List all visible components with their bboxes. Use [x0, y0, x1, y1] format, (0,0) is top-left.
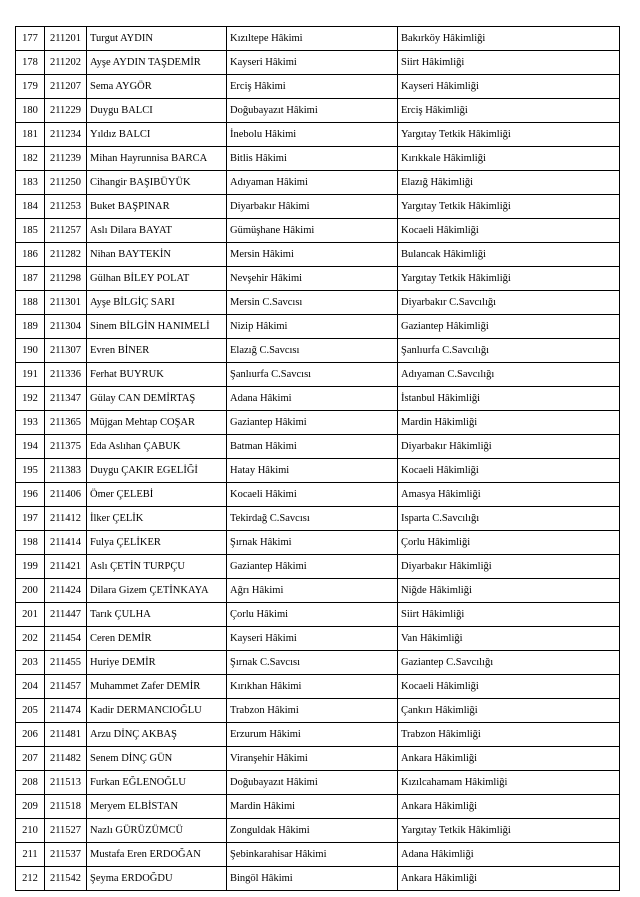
registry-number-cell: 211257	[45, 219, 87, 243]
current-position-cell: Kocaeli Hâkimi	[227, 483, 398, 507]
table-row	[16, 123, 620, 147]
row-number-cell: 199	[16, 555, 45, 579]
table-row	[16, 243, 620, 267]
person-name-cell: Senem DİNÇ GÜN	[87, 747, 227, 771]
current-position-cell: Şırnak Hâkimi	[227, 531, 398, 555]
new-position-cell: Yargıtay Tetkik Hâkimliği	[398, 123, 620, 147]
registry-number-cell: 211481	[45, 723, 87, 747]
row-number-cell: 193	[16, 411, 45, 435]
table-row	[16, 27, 620, 51]
registry-number-cell: 211454	[45, 627, 87, 651]
new-position-cell: Adana Hâkimliği	[398, 843, 620, 867]
current-position-cell: Tekirdağ C.Savcısı	[227, 507, 398, 531]
registry-number-cell: 211282	[45, 243, 87, 267]
current-position-cell: Kırıkhan Hâkimi	[227, 675, 398, 699]
registry-number-cell: 211537	[45, 843, 87, 867]
table-row	[16, 843, 620, 867]
row-number-cell: 187	[16, 267, 45, 291]
table-row	[16, 555, 620, 579]
row-number-cell: 212	[16, 867, 45, 891]
current-position-cell: Çorlu Hâkimi	[227, 603, 398, 627]
new-position-cell: Diyarbakır C.Savcılığı	[398, 291, 620, 315]
table-row	[16, 99, 620, 123]
row-number-cell: 181	[16, 123, 45, 147]
new-position-cell: Gaziantep C.Savcılığı	[398, 651, 620, 675]
current-position-cell: Bingöl Hâkimi	[227, 867, 398, 891]
row-number-cell: 205	[16, 699, 45, 723]
registry-number-cell: 211375	[45, 435, 87, 459]
current-position-cell: Trabzon Hâkimi	[227, 699, 398, 723]
current-position-cell: Doğubayazıt Hâkimi	[227, 771, 398, 795]
table-row	[16, 267, 620, 291]
registry-number-cell: 211253	[45, 195, 87, 219]
row-number-cell: 210	[16, 819, 45, 843]
table-row	[16, 651, 620, 675]
person-name-cell: Turgut AYDIN	[87, 27, 227, 51]
row-number-cell: 179	[16, 75, 45, 99]
new-position-cell: Van Hâkimliği	[398, 627, 620, 651]
table-row	[16, 411, 620, 435]
new-position-cell: Yargıtay Tetkik Hâkimliği	[398, 267, 620, 291]
appointment-table-body	[16, 27, 620, 891]
new-position-cell: Diyarbakır Hâkimliği	[398, 555, 620, 579]
row-number-cell: 178	[16, 51, 45, 75]
current-position-cell: İnebolu Hâkimi	[227, 123, 398, 147]
registry-number-cell: 211424	[45, 579, 87, 603]
row-number-cell: 190	[16, 339, 45, 363]
current-position-cell: Gümüşhane Hâkimi	[227, 219, 398, 243]
current-position-cell: Viranşehir Hâkimi	[227, 747, 398, 771]
new-position-cell: Çankırı Hâkimliği	[398, 699, 620, 723]
row-number-cell: 185	[16, 219, 45, 243]
registry-number-cell: 211229	[45, 99, 87, 123]
registry-number-cell: 211234	[45, 123, 87, 147]
row-number-cell: 188	[16, 291, 45, 315]
person-name-cell: Buket BAŞPINAR	[87, 195, 227, 219]
row-number-cell: 177	[16, 27, 45, 51]
new-position-cell: Yargıtay Tetkik Hâkimliği	[398, 819, 620, 843]
registry-number-cell: 211202	[45, 51, 87, 75]
table-row	[16, 795, 620, 819]
current-position-cell: Hatay Hâkimi	[227, 459, 398, 483]
appointment-table	[15, 26, 620, 891]
table-row	[16, 435, 620, 459]
person-name-cell: Ayşe BİLGİÇ SARI	[87, 291, 227, 315]
table-row	[16, 483, 620, 507]
registry-number-cell: 211365	[45, 411, 87, 435]
new-position-cell: Kırıkkale Hâkimliği	[398, 147, 620, 171]
person-name-cell: Ceren DEMİR	[87, 627, 227, 651]
person-name-cell: Gülay CAN DEMİRTAŞ	[87, 387, 227, 411]
person-name-cell: Sema AYGÖR	[87, 75, 227, 99]
table-row	[16, 507, 620, 531]
row-number-cell: 203	[16, 651, 45, 675]
new-position-cell: Kocaeli Hâkimliği	[398, 675, 620, 699]
registry-number-cell: 211447	[45, 603, 87, 627]
current-position-cell: Erzurum Hâkimi	[227, 723, 398, 747]
person-name-cell: Nihan BAYTEKİN	[87, 243, 227, 267]
registry-number-cell: 211301	[45, 291, 87, 315]
row-number-cell: 194	[16, 435, 45, 459]
person-name-cell: Şeyma ERDOĞDU	[87, 867, 227, 891]
table-row	[16, 51, 620, 75]
current-position-cell: Erciş Hâkimi	[227, 75, 398, 99]
registry-number-cell: 211542	[45, 867, 87, 891]
new-position-cell: Siirt Hâkimliği	[398, 603, 620, 627]
person-name-cell: Muhammet Zafer DEMİR	[87, 675, 227, 699]
person-name-cell: Arzu DİNÇ AKBAŞ	[87, 723, 227, 747]
person-name-cell: Gülhan BİLEY POLAT	[87, 267, 227, 291]
registry-number-cell: 211250	[45, 171, 87, 195]
current-position-cell: Nizip Hâkimi	[227, 315, 398, 339]
current-position-cell: Batman Hâkimi	[227, 435, 398, 459]
current-position-cell: Mersin C.Savcısı	[227, 291, 398, 315]
new-position-cell: Bakırköy Hâkimliği	[398, 27, 620, 51]
table-row	[16, 147, 620, 171]
table-row	[16, 459, 620, 483]
row-number-cell: 211	[16, 843, 45, 867]
person-name-cell: Fulya ÇELİKER	[87, 531, 227, 555]
new-position-cell: Gaziantep Hâkimliği	[398, 315, 620, 339]
table-row	[16, 579, 620, 603]
new-position-cell: Siirt Hâkimliği	[398, 51, 620, 75]
current-position-cell: Kızıltepe Hâkimi	[227, 27, 398, 51]
current-position-cell: Diyarbakır Hâkimi	[227, 195, 398, 219]
row-number-cell: 191	[16, 363, 45, 387]
table-row	[16, 699, 620, 723]
new-position-cell: Ankara Hâkimliği	[398, 747, 620, 771]
current-position-cell: Doğubayazıt Hâkimi	[227, 99, 398, 123]
row-number-cell: 208	[16, 771, 45, 795]
registry-number-cell: 211414	[45, 531, 87, 555]
row-number-cell: 183	[16, 171, 45, 195]
table-row	[16, 867, 620, 891]
person-name-cell: Evren BİNER	[87, 339, 227, 363]
table-row	[16, 387, 620, 411]
new-position-cell: Kızılcahamam Hâkimliği	[398, 771, 620, 795]
person-name-cell: Müjgan Mehtap COŞAR	[87, 411, 227, 435]
current-position-cell: Zonguldak Hâkimi	[227, 819, 398, 843]
person-name-cell: Dilara Gizem ÇETİNKAYA	[87, 579, 227, 603]
row-number-cell: 198	[16, 531, 45, 555]
person-name-cell: Nazlı GÜRÜZÜMCÜ	[87, 819, 227, 843]
registry-number-cell: 211383	[45, 459, 87, 483]
row-number-cell: 197	[16, 507, 45, 531]
current-position-cell: Şırnak C.Savcısı	[227, 651, 398, 675]
person-name-cell: Duygu BALCI	[87, 99, 227, 123]
new-position-cell: Bulancak Hâkimliği	[398, 243, 620, 267]
registry-number-cell: 211406	[45, 483, 87, 507]
table-row	[16, 291, 620, 315]
table-row	[16, 723, 620, 747]
row-number-cell: 182	[16, 147, 45, 171]
table-row	[16, 171, 620, 195]
row-number-cell: 202	[16, 627, 45, 651]
row-number-cell: 196	[16, 483, 45, 507]
table-row	[16, 219, 620, 243]
table-row	[16, 363, 620, 387]
registry-number-cell: 211474	[45, 699, 87, 723]
row-number-cell: 206	[16, 723, 45, 747]
person-name-cell: Yıldız BALCI	[87, 123, 227, 147]
current-position-cell: Mardin Hâkimi	[227, 795, 398, 819]
table-row	[16, 339, 620, 363]
registry-number-cell: 211304	[45, 315, 87, 339]
table-row	[16, 627, 620, 651]
new-position-cell: Yargıtay Tetkik Hâkimliği	[398, 195, 620, 219]
person-name-cell: Meryem ELBİSTAN	[87, 795, 227, 819]
row-number-cell: 180	[16, 99, 45, 123]
registry-number-cell: 211347	[45, 387, 87, 411]
current-position-cell: Bitlis Hâkimi	[227, 147, 398, 171]
person-name-cell: Huriye DEMİR	[87, 651, 227, 675]
row-number-cell: 207	[16, 747, 45, 771]
new-position-cell: Kayseri Hâkimliği	[398, 75, 620, 99]
person-name-cell: Ayşe AYDIN TAŞDEMİR	[87, 51, 227, 75]
current-position-cell: Adıyaman Hâkimi	[227, 171, 398, 195]
registry-number-cell: 211307	[45, 339, 87, 363]
current-position-cell: Şebinkarahisar Hâkimi	[227, 843, 398, 867]
current-position-cell: Şanlıurfa C.Savcısı	[227, 363, 398, 387]
row-number-cell: 192	[16, 387, 45, 411]
new-position-cell: İstanbul Hâkimliği	[398, 387, 620, 411]
new-position-cell: Kocaeli Hâkimliği	[398, 219, 620, 243]
row-number-cell: 204	[16, 675, 45, 699]
person-name-cell: Mihan Hayrunnisa BARCA	[87, 147, 227, 171]
current-position-cell: Kayseri Hâkimi	[227, 51, 398, 75]
registry-number-cell: 211513	[45, 771, 87, 795]
registry-number-cell: 211421	[45, 555, 87, 579]
current-position-cell: Kayseri Hâkimi	[227, 627, 398, 651]
new-position-cell: Ankara Hâkimliği	[398, 795, 620, 819]
new-position-cell: Trabzon Hâkimliği	[398, 723, 620, 747]
person-name-cell: Sinem BİLGİN HANIMELİ	[87, 315, 227, 339]
registry-number-cell: 211412	[45, 507, 87, 531]
person-name-cell: Kadir DERMANCIOĞLU	[87, 699, 227, 723]
table-row	[16, 75, 620, 99]
person-name-cell: Ferhat BUYRUK	[87, 363, 227, 387]
table-row	[16, 747, 620, 771]
person-name-cell: Cihangir BAŞIBÜYÜK	[87, 171, 227, 195]
current-position-cell: Gaziantep Hâkimi	[227, 555, 398, 579]
person-name-cell: Aslı Dilara BAYAT	[87, 219, 227, 243]
row-number-cell: 184	[16, 195, 45, 219]
row-number-cell: 200	[16, 579, 45, 603]
table-row	[16, 675, 620, 699]
table-row	[16, 531, 620, 555]
table-row	[16, 771, 620, 795]
registry-number-cell: 211298	[45, 267, 87, 291]
new-position-cell: Isparta C.Savcılığı	[398, 507, 620, 531]
row-number-cell: 189	[16, 315, 45, 339]
new-position-cell: Niğde Hâkimliği	[398, 579, 620, 603]
table-row	[16, 603, 620, 627]
new-position-cell: Amasya Hâkimliği	[398, 483, 620, 507]
row-number-cell: 201	[16, 603, 45, 627]
row-number-cell: 186	[16, 243, 45, 267]
new-position-cell: Mardin Hâkimliği	[398, 411, 620, 435]
person-name-cell: Aslı ÇETİN TURPÇU	[87, 555, 227, 579]
person-name-cell: Furkan EĞLENOĞLU	[87, 771, 227, 795]
new-position-cell: Şanlıurfa C.Savcılığı	[398, 339, 620, 363]
registry-number-cell: 211482	[45, 747, 87, 771]
current-position-cell: Ağrı Hâkimi	[227, 579, 398, 603]
person-name-cell: İlker ÇELİK	[87, 507, 227, 531]
current-position-cell: Mersin Hâkimi	[227, 243, 398, 267]
person-name-cell: Ömer ÇELEBİ	[87, 483, 227, 507]
registry-number-cell: 211239	[45, 147, 87, 171]
row-number-cell: 195	[16, 459, 45, 483]
new-position-cell: Çorlu Hâkimliği	[398, 531, 620, 555]
table-row	[16, 819, 620, 843]
new-position-cell: Ankara Hâkimliği	[398, 867, 620, 891]
current-position-cell: Adana Hâkimi	[227, 387, 398, 411]
registry-number-cell: 211457	[45, 675, 87, 699]
table-row	[16, 195, 620, 219]
registry-number-cell: 211527	[45, 819, 87, 843]
row-number-cell: 209	[16, 795, 45, 819]
new-position-cell: Kocaeli Hâkimliği	[398, 459, 620, 483]
new-position-cell: Adıyaman C.Savcılığı	[398, 363, 620, 387]
registry-number-cell: 211201	[45, 27, 87, 51]
person-name-cell: Eda Aslıhan ÇABUK	[87, 435, 227, 459]
table-row	[16, 315, 620, 339]
person-name-cell: Duygu ÇAKIR EGELİĞİ	[87, 459, 227, 483]
current-position-cell: Nevşehir Hâkimi	[227, 267, 398, 291]
new-position-cell: Elazığ Hâkimliği	[398, 171, 620, 195]
new-position-cell: Erciş Hâkimliği	[398, 99, 620, 123]
person-name-cell: Mustafa Eren ERDOĞAN	[87, 843, 227, 867]
new-position-cell: Diyarbakır Hâkimliği	[398, 435, 620, 459]
current-position-cell: Elazığ C.Savcısı	[227, 339, 398, 363]
registry-number-cell: 211336	[45, 363, 87, 387]
current-position-cell: Gaziantep Hâkimi	[227, 411, 398, 435]
registry-number-cell: 211455	[45, 651, 87, 675]
person-name-cell: Tarık ÇULHA	[87, 603, 227, 627]
registry-number-cell: 211518	[45, 795, 87, 819]
registry-number-cell: 211207	[45, 75, 87, 99]
